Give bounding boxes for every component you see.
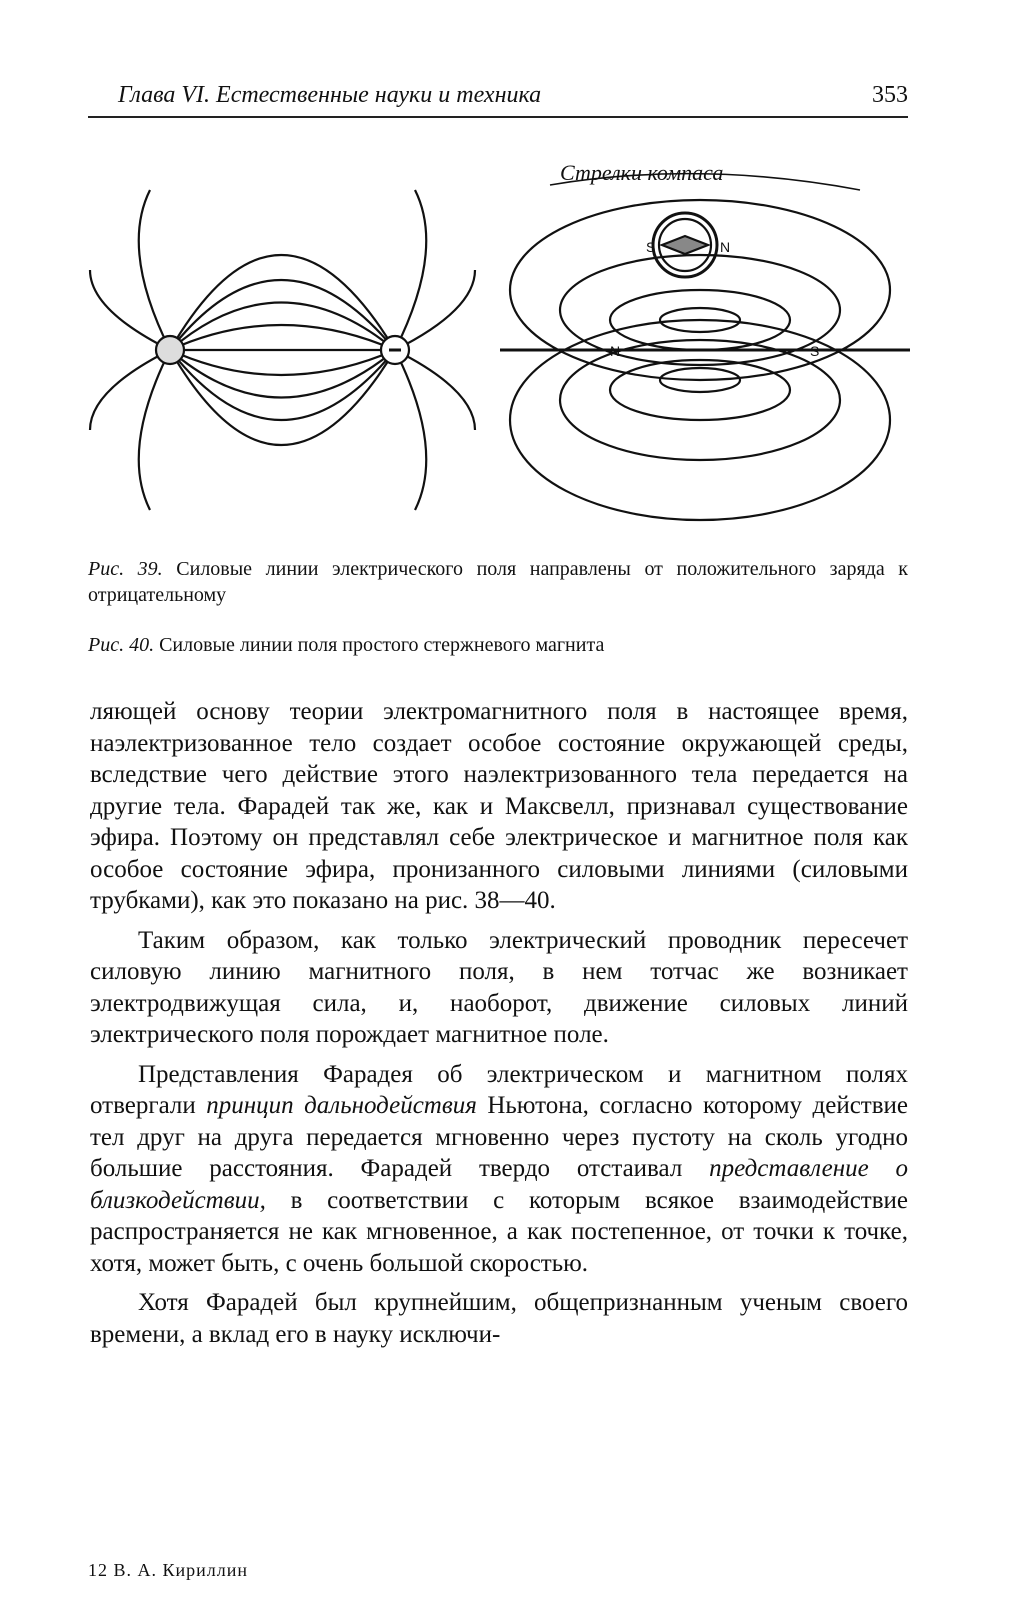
paragraph-3	[90, 1059, 908, 1280]
caption-fig39-text: Силовые линии электрического поля направлены от положительного заряда к отрицательному	[88, 558, 909, 606]
caption-fig40-text: Силовые линии поля простого стержневого магнита	[159, 634, 605, 656]
caption-fig39-number: Рис. 39.	[88, 558, 163, 580]
magnet-field-diagram	[500, 174, 910, 520]
compass-s-label: S	[646, 239, 656, 255]
body-text	[90, 696, 908, 1350]
north-pole-label: N	[610, 343, 621, 359]
figures	[80, 150, 920, 550]
caption-fig39	[88, 556, 908, 608]
paragraph-1: ляющей основу теории электромагнитного поля в настоящее время, наэлектризованное тело создает особое состояние окружающей среды, вследствие чего действие этого наэлектризованного тела передается на другие тела. Фарадей так же, как и Максвелл, признавал существование эфира. Поэтому он представлял себе электрическое и магнитное поля как особое состояние эфира, пронизанного силовыми линиями (силовыми трубками), как это показано на рис. 38—40.	[90, 698, 908, 914]
paragraph-3-part-a: Представления Фарадея об электрическом и магнитном полях отвергали	[90, 1060, 908, 1119]
paragraph-3-part-c: в соответствии с которым всякое взаимодействие распространяется не как мгновенное, а как постепенное, от точки к точке, хотя, может быть, с очень большой скоростью.	[90, 1186, 908, 1277]
page-signature: 12 В. А. Кириллин	[88, 1560, 249, 1580]
caption-fig40	[88, 632, 908, 658]
electric-field-diagram	[90, 190, 475, 510]
chapter-title: Глава VI. Естественные науки и техника	[118, 82, 542, 108]
caption-fig40-number: Рис. 40.	[88, 634, 155, 656]
page-header	[88, 82, 908, 118]
paragraph-2: Таким образом, как только электрический проводник пересечет силовую линию магнитного поля, в нем тотчас же возникает электродвижущая сила, и, наоборот, движение силовых линий электрического поля порождает магнитное поле.	[90, 926, 908, 1048]
term-long-range-action: принцип дальнодействия	[206, 1092, 477, 1119]
compass-n-label: N	[720, 239, 731, 255]
term-short-range-action: представление о близкодействии,	[90, 1155, 908, 1214]
paragraph-3-part-b: Ньютона, согласно которому действие тел друг на друга передается мгновенно через пустоту на сколь угодно большие расстояния. Фарадей твердо отстаивал	[90, 1092, 908, 1182]
south-pole-label: S	[810, 343, 820, 359]
field-lines-figure	[80, 150, 920, 550]
paragraph-4: Хотя Фарадей был крупнейшим, общепризнанным ученым своего времени, а вклад его в науку исключи-	[90, 1289, 908, 1348]
page-number: 353	[872, 82, 908, 108]
compass-label: Стрелки компаса	[560, 160, 724, 185]
